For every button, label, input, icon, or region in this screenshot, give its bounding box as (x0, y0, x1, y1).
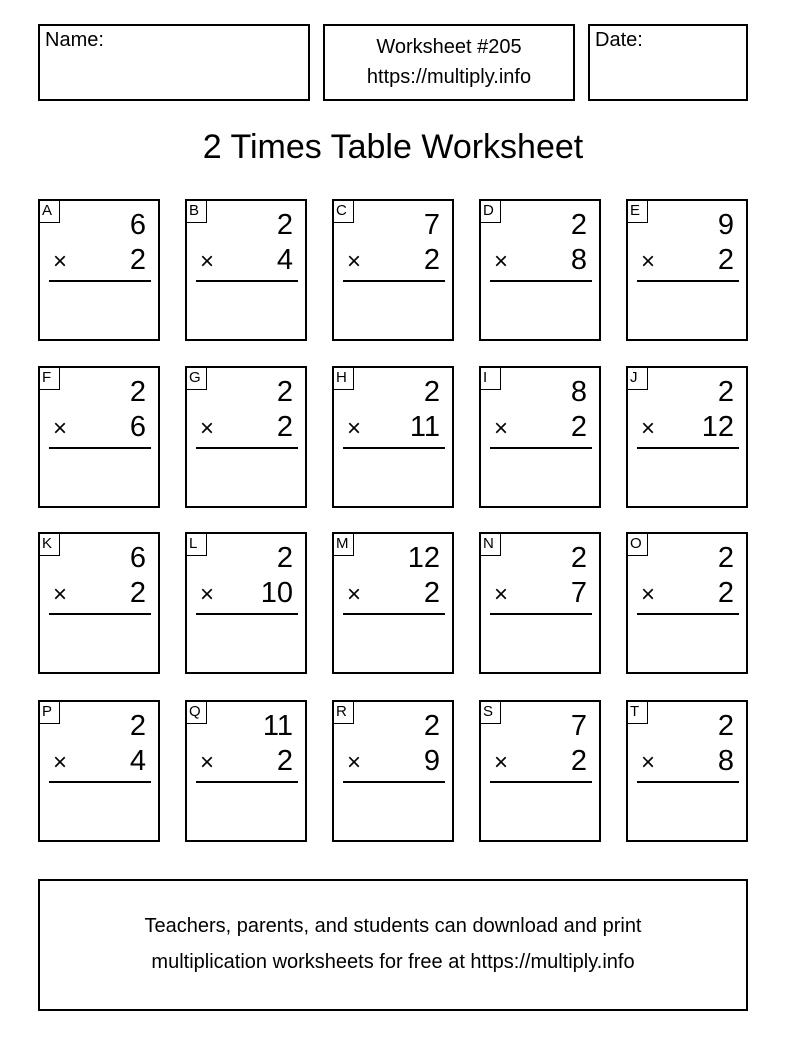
problem-card[interactable] (626, 199, 748, 341)
multiplicand: 2 (129, 376, 146, 408)
times-sign: × (347, 248, 362, 275)
answer-line (196, 447, 298, 449)
problem-card[interactable] (185, 532, 307, 674)
answer-line (343, 781, 445, 783)
problem-card[interactable] (626, 366, 748, 508)
answer-line (490, 447, 592, 449)
multiplicand: 9 (717, 209, 734, 241)
multiplicand: 2 (570, 209, 587, 241)
problem-card[interactable] (38, 532, 160, 674)
multiplier: 2 (129, 244, 146, 276)
times-sign: × (200, 415, 215, 442)
answer-line (637, 447, 739, 449)
multiplicand: 2 (717, 710, 734, 742)
answer-line (49, 781, 151, 783)
problem-card[interactable] (332, 532, 454, 674)
multiplier: 8 (717, 745, 734, 777)
answer-line (49, 447, 151, 449)
multiplier: 2 (570, 745, 587, 777)
problem-card[interactable] (626, 700, 748, 842)
problem-label: B (185, 199, 207, 223)
problem-label: S (479, 700, 501, 724)
problem-label: I (479, 366, 501, 390)
problem-label: E (626, 199, 648, 223)
times-sign: × (641, 749, 656, 776)
date-label: Date: (595, 29, 643, 51)
answer-line (490, 613, 592, 615)
multiplicand: 6 (129, 542, 146, 574)
answer-line (343, 613, 445, 615)
times-sign: × (347, 749, 362, 776)
times-sign: × (200, 248, 215, 275)
multiplicand: 2 (717, 376, 734, 408)
times-sign: × (347, 581, 362, 608)
times-sign: × (641, 581, 656, 608)
problem-label: D (479, 199, 501, 223)
problem-label: P (38, 700, 60, 724)
multiplicand: 2 (423, 376, 440, 408)
times-sign: × (347, 415, 362, 442)
multiplier: 9 (423, 745, 440, 777)
multiplicand: 2 (570, 542, 587, 574)
problem-label: M (332, 532, 354, 556)
page-title: 2 Times Table Worksheet (202, 128, 584, 166)
multiplicand: 7 (570, 710, 587, 742)
multiplier: 2 (717, 577, 734, 609)
footer-line-1: Teachers, parents, and students can download and print (144, 915, 642, 937)
answer-line (196, 280, 298, 282)
times-sign: × (494, 749, 509, 776)
multiplier: 11 (409, 411, 440, 443)
worksheet-number: Worksheet #205 (376, 36, 522, 58)
multiplicand: 7 (423, 209, 440, 241)
problem-label: R (332, 700, 354, 724)
problem-card[interactable] (479, 366, 601, 508)
multiplicand: 2 (717, 542, 734, 574)
name-label: Name: (45, 29, 104, 51)
multiplier: 2 (276, 411, 293, 443)
answer-line (490, 781, 592, 783)
problem-card[interactable] (38, 366, 160, 508)
answer-line (196, 613, 298, 615)
footer-box (38, 879, 748, 1011)
problem-card[interactable] (332, 366, 454, 508)
multiplier: 2 (129, 577, 146, 609)
problem-label: O (626, 532, 648, 556)
multiplier: 12 (701, 411, 734, 443)
problem-label: H (332, 366, 354, 390)
site-url: https://multiply.info (366, 66, 532, 88)
answer-line (49, 613, 151, 615)
problem-label: F (38, 366, 60, 390)
answer-line (49, 280, 151, 282)
multiplicand: 11 (262, 710, 293, 742)
times-sign: × (53, 581, 68, 608)
multiplier: 2 (423, 577, 440, 609)
problem-card[interactable] (185, 199, 307, 341)
problem-card[interactable] (38, 700, 160, 842)
times-sign: × (494, 581, 509, 608)
times-sign: × (494, 415, 509, 442)
times-sign: × (200, 581, 215, 608)
problem-label: L (185, 532, 207, 556)
problem-card[interactable] (479, 532, 601, 674)
problem-card[interactable] (479, 700, 601, 842)
problem-label: G (185, 366, 207, 390)
answer-line (343, 280, 445, 282)
times-sign: × (641, 248, 656, 275)
footer-line-2: multiplication worksheets for free at https://multiply.info (151, 951, 635, 973)
multiplicand: 2 (129, 710, 146, 742)
multiplier: 4 (129, 745, 146, 777)
multiplier: 8 (570, 244, 587, 276)
answer-line (490, 280, 592, 282)
multiplier: 6 (129, 411, 146, 443)
multiplier: 10 (260, 577, 293, 609)
multiplicand: 6 (129, 209, 146, 241)
problem-label: T (626, 700, 648, 724)
multiplier: 7 (570, 577, 587, 609)
problem-label: N (479, 532, 501, 556)
problem-card[interactable] (626, 532, 748, 674)
answer-line (343, 447, 445, 449)
answer-line (196, 781, 298, 783)
multiplicand: 2 (276, 542, 293, 574)
multiplicand: 12 (407, 542, 440, 574)
times-sign: × (641, 415, 656, 442)
worksheet-info-box (323, 24, 575, 101)
multiplier: 4 (276, 244, 293, 276)
multiplier: 2 (570, 411, 587, 443)
multiplier: 2 (276, 745, 293, 777)
answer-line (637, 613, 739, 615)
multiplicand: 8 (570, 376, 587, 408)
problem-card[interactable] (332, 700, 454, 842)
times-sign: × (200, 749, 215, 776)
problem-card[interactable] (479, 199, 601, 341)
problem-label: Q (185, 700, 207, 724)
problem-label: J (626, 366, 648, 390)
answer-line (637, 280, 739, 282)
answer-line (637, 781, 739, 783)
times-sign: × (494, 248, 509, 275)
multiplicand: 2 (423, 710, 440, 742)
times-sign: × (53, 248, 68, 275)
problem-label: K (38, 532, 60, 556)
name-field-box[interactable] (38, 24, 310, 101)
problem-card[interactable] (185, 700, 307, 842)
times-sign: × (53, 749, 68, 776)
problem-card[interactable] (332, 199, 454, 341)
multiplicand: 2 (276, 209, 293, 241)
problem-card[interactable] (185, 366, 307, 508)
problem-card[interactable] (38, 199, 160, 341)
multiplier: 2 (717, 244, 734, 276)
problem-label: A (38, 199, 60, 223)
multiplicand: 2 (276, 376, 293, 408)
times-sign: × (53, 415, 68, 442)
problem-label: C (332, 199, 354, 223)
multiplier: 2 (423, 244, 440, 276)
date-field-box[interactable] (588, 24, 748, 101)
